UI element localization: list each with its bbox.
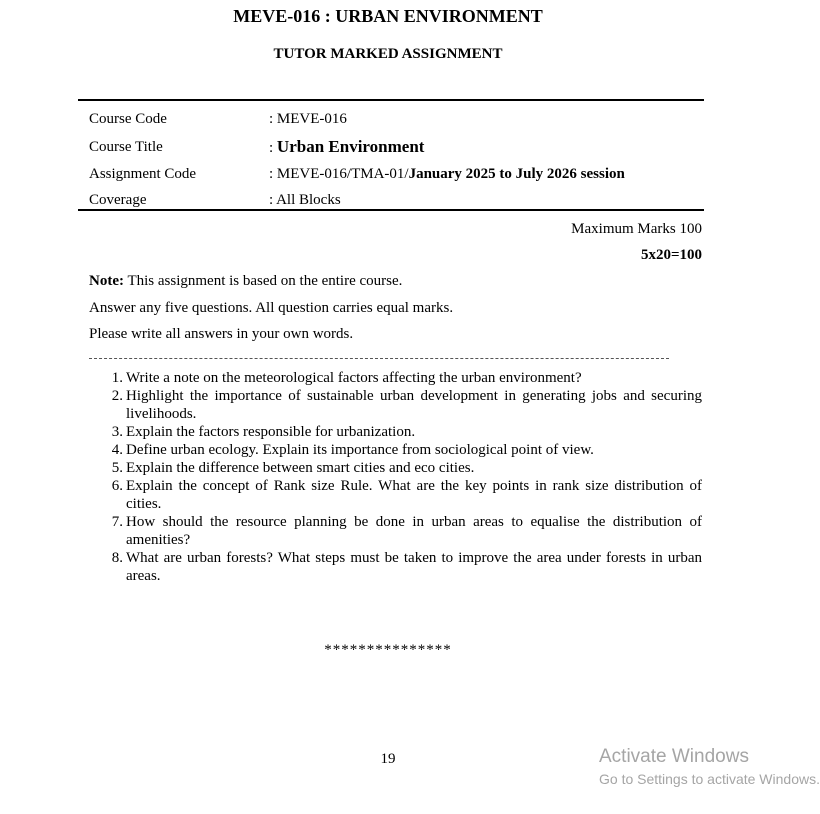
question-item [89,477,702,513]
instruction-line: Answer any five questions. All question carries equal marks. [89,300,454,316]
course-title-label: Course Title [89,139,163,155]
question-item [89,549,702,585]
assignment-session: January 2025 to July 2026 session [408,166,625,182]
assignment-code-label: Assignment Code [89,166,197,182]
course-title-value: Urban Environment [276,137,425,156]
question-text: How should the resource planning be done in urban areas to equalise the distribution of amenities? [126,514,702,548]
instruction-line-2: Please write all answers in your own words. [89,326,354,342]
note-line [89,273,402,290]
course-title-prefix: : [269,140,277,156]
question-number: 1. [111,370,123,386]
end-stars: *************** [324,642,452,658]
question-item [89,441,702,459]
course-info-table [78,99,704,211]
question-number: 8. [111,550,123,566]
question-text: Explain the factors responsible for urbanization. [126,424,416,440]
assignment-code-value-wrap [269,166,625,183]
page-number: 19 [380,751,396,767]
question-text: Write a note on the meteorological factors affecting the urban environment? [126,370,582,386]
course-code-value: : MEVE-016 [269,111,347,127]
question-text: Explain the difference between smart cities and eco cities. [126,460,475,476]
marks-scheme: 5x20=100 [640,247,702,263]
note-text: This assignment is based on the entire course. [123,273,403,289]
note-label: Note: [89,273,124,289]
question-item [89,369,702,387]
assignment-code-prefix: : MEVE-016/TMA-01/ [269,166,409,182]
question-number: 2. [111,388,123,404]
question-number: 5. [111,460,123,476]
activate-windows-watermark: Activate Windows [599,746,749,767]
maximum-marks: Maximum Marks 100 [571,221,702,237]
question-text: Explain the concept of Rank size Rule. What are the key points in rank size distribution of cities. [126,478,702,512]
question-number: 3. [111,424,123,440]
coverage-value: : All Blocks [269,192,341,208]
course-title-value-wrap [269,137,424,157]
coverage-label: Coverage [89,192,147,208]
question-item [89,459,702,477]
document-subtitle: TUTOR MARKED ASSIGNMENT [273,46,503,62]
question-text: What are urban forests? What steps must be taken to improve the area under forests in urban areas. [126,550,702,584]
question-text: Define urban ecology. Explain its importance from sociological point of view. [126,442,594,458]
question-number: 4. [111,442,123,458]
question-text: Highlight the importance of sustainable urban development in generating jobs and securing livelihoods. [126,388,702,422]
question-item [89,513,702,549]
document-title: MEVE-016 : URBAN ENVIRONMENT [233,6,543,26]
question-list [89,369,702,585]
question-item [89,387,702,423]
activate-windows-hint: Go to Settings to activate Windows. [599,771,820,787]
question-number: 7. [111,514,123,530]
question-number: 6. [111,478,123,494]
dashed-divider [89,358,669,359]
course-code-label: Course Code [89,111,167,127]
question-item [89,423,702,441]
